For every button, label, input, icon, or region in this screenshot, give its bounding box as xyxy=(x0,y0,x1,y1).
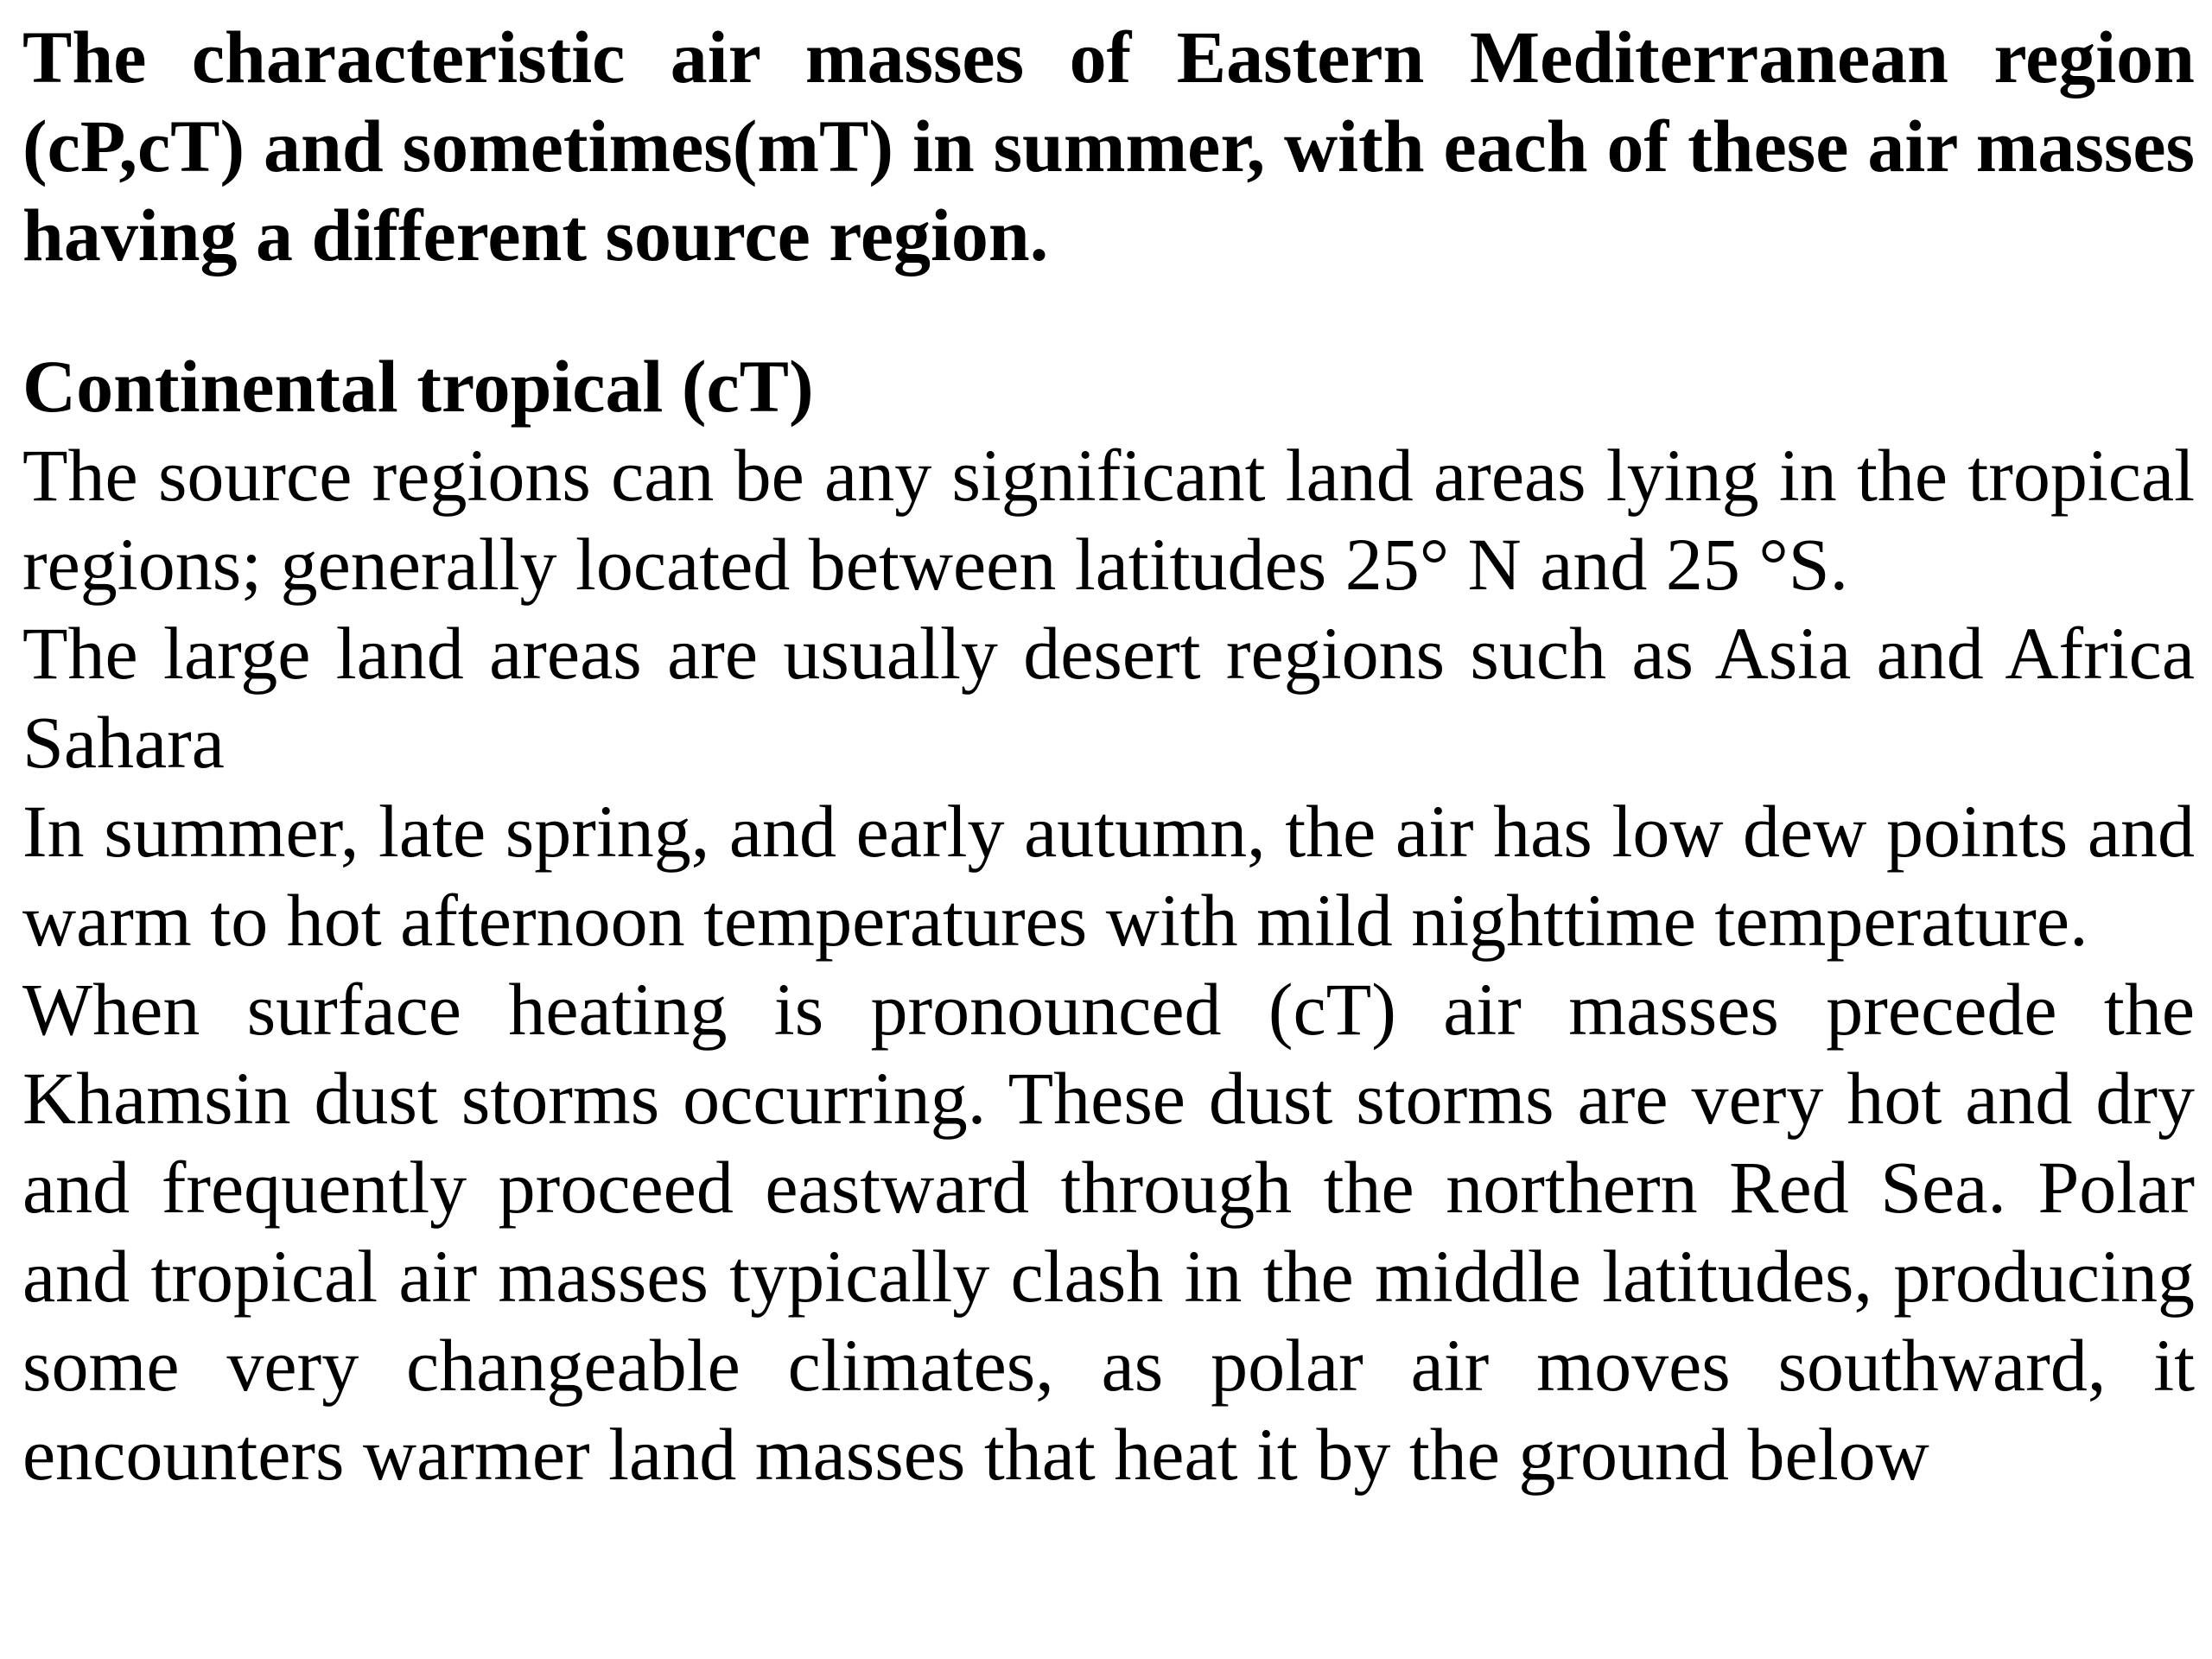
body-paragraph-khamsin-dust-storms: When surface heating is pronounced (cT) air masses precede the Khamsin dust storms occurring. These dust storms are very hot and dry and frequently proceed eastward through the northern Red Sea. Polar and tropical air masses typically clash in the middle latitudes, producing some very changeable climates, as polar air moves southward, it encounters warmer land masses that heat it by the ground below xyxy=(22,968,2195,1496)
body-paragraph-summer-conditions: In summer, late spring, and early autumn, the air has low dew points and warm to hot afternoon temperatures with mild nighttime temperature. xyxy=(22,790,2195,962)
section-heading: Continental tropical (cT) xyxy=(22,345,814,428)
body-paragraph-desert-regions: The large land areas are usually desert regions such as Asia and Africa Sahara xyxy=(22,612,2195,784)
body-paragraph-source-regions: The source regions can be any significant land areas lying in the tropical regions; generally located between latitudes 25° N and 25 °S. xyxy=(22,434,2195,606)
document-page xyxy=(22,13,2195,1499)
intro-paragraph: The characteristic air masses of Eastern Mediterranean region (cP,cT) and sometimes(mT) in summer, with each of these air masses having a different source region. xyxy=(22,16,2195,276)
